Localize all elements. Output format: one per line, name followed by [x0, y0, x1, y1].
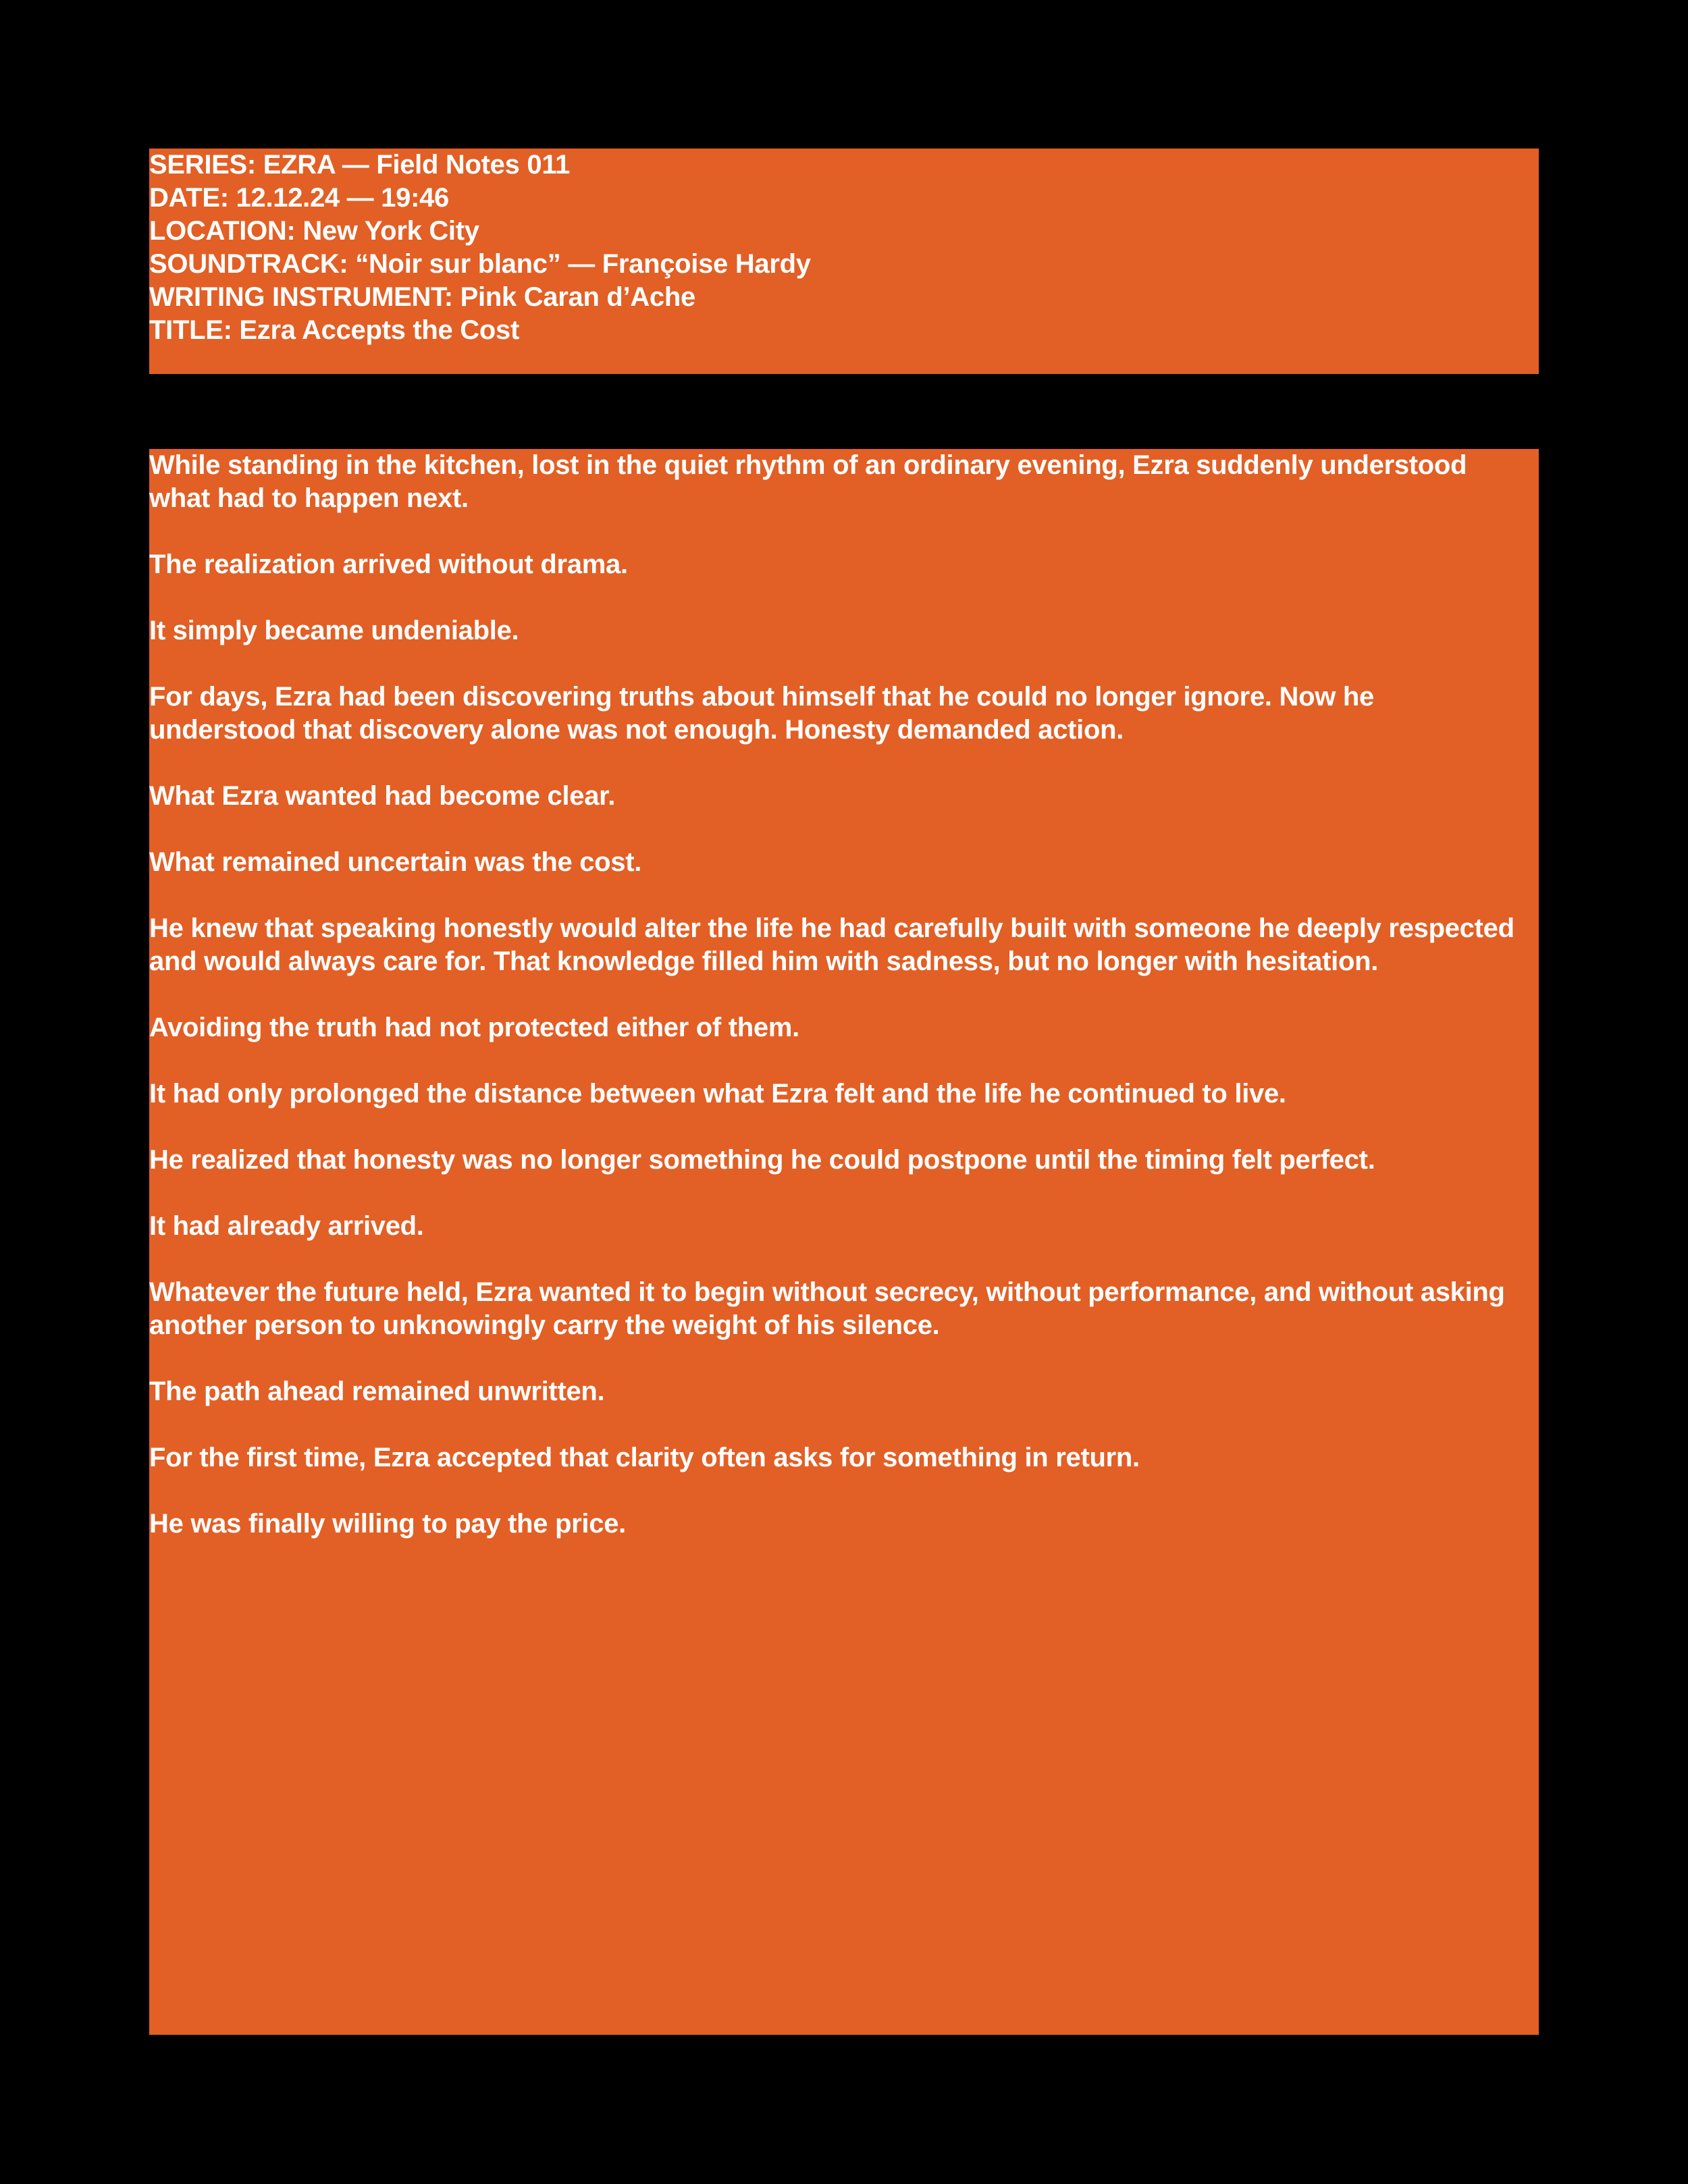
paragraph: For the first time, Ezra accepted that clarity often asks for something in return. — [149, 1443, 1140, 1472]
title-line: TITLE: Ezra Accepts the Cost — [149, 315, 519, 345]
paragraph: It had already arrived. — [149, 1211, 424, 1241]
paragraph: What remained uncertain was the cost. — [149, 847, 642, 877]
paragraph: Whatever the future held, Ezra wanted it to begin without secrecy, without performance, and without asking another person to unknowingly carry the weight of his silence. — [149, 1277, 1505, 1340]
paragraph: He realized that honesty was no longer something he could postpone until the timing felt perfect. — [149, 1145, 1375, 1175]
series-line: SERIES: EZRA — Field Notes 011 — [149, 150, 571, 180]
paragraph: The realization arrived without drama. — [149, 550, 628, 579]
date-line: DATE: 12.12.24 — 19:46 — [149, 183, 449, 213]
header-panel — [149, 149, 1539, 374]
body-panel — [149, 449, 1539, 2035]
paragraph: It simply became undeniable. — [149, 616, 519, 645]
paragraph: The path ahead remained unwritten. — [149, 1377, 605, 1406]
location-line: LOCATION: New York City — [149, 216, 479, 246]
paragraph: For days, Ezra had been discovering truths about himself that he could no longer ignore. Now he understood that discovery alone was not enough. Honesty demanded action. — [149, 682, 1374, 745]
soundtrack-line: SOUNDTRACK: “Noir sur blanc” — Françoise Hardy — [149, 249, 811, 279]
paragraph: What Ezra wanted had become clear. — [149, 781, 616, 811]
paragraph: Avoiding the truth had not protected either of them. — [149, 1013, 799, 1042]
instrument-line: WRITING INSTRUMENT: Pink Caran d’Ache — [149, 282, 695, 312]
body-text — [149, 449, 1539, 1541]
paragraph: He was finally willing to pay the price. — [149, 1509, 626, 1539]
paragraph: It had only prolonged the distance between what Ezra felt and the life he continued to live. — [149, 1079, 1286, 1109]
paragraph: He knew that speaking honestly would alter the life he had carefully built with someone he deeply respected and would always care for. That knowledge filled him with sadness, but no longer with hesitation. — [149, 913, 1514, 976]
paragraph: While standing in the kitchen, lost in the quiet rhythm of an ordinary evening, Ezra suddenly understood what had to happen next. — [149, 450, 1467, 513]
